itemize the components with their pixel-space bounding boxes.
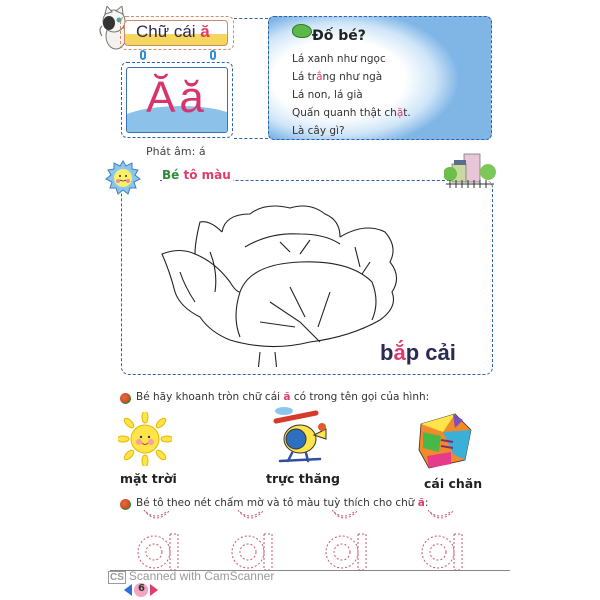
page-number: 6 xyxy=(138,583,145,594)
cabbage-outline-image xyxy=(140,192,410,367)
trace-letter[interactable] xyxy=(226,508,278,578)
dashed-connector xyxy=(234,138,268,139)
letter-title-prefix: Chữ cái xyxy=(136,22,201,41)
cs-logo-icon: CS xyxy=(110,572,124,583)
page-number-badge xyxy=(124,582,164,598)
trace-task-instruction: Bé tô theo nét chấm mờ và tô màu tuỳ thích cho chữ ă: xyxy=(136,497,429,509)
riddle-line: Lá xanh như ngọc xyxy=(292,53,386,65)
letter-title-letter: ă xyxy=(200,22,210,41)
hook-icon xyxy=(140,50,146,60)
coloring-title: Bé tô màu xyxy=(162,168,231,182)
riddle-title: Đố bé? xyxy=(312,28,366,44)
letter-title xyxy=(136,22,210,42)
trace-letter[interactable] xyxy=(416,508,468,578)
blanket-icon[interactable] xyxy=(415,410,475,470)
circle-task-instruction: Bé hãy khoanh tròn chữ cái ă có trong tên gọi của hình: xyxy=(136,391,430,403)
houses-icon xyxy=(444,150,496,190)
pronunciation-text: Phát âm: á xyxy=(146,145,206,158)
bullet-icon xyxy=(120,393,131,404)
sun-face-icon xyxy=(105,160,141,196)
trace-letter[interactable] xyxy=(132,508,184,578)
cabbage-label: bắp cải xyxy=(380,340,456,365)
riddle-line: Lá non, lá già xyxy=(292,89,363,101)
sun-icon[interactable] xyxy=(118,412,172,466)
letter-display: Ăă xyxy=(146,73,208,122)
picture-label: mặt trời xyxy=(120,471,177,486)
riddle-line: Là cây gì? xyxy=(292,125,345,137)
watermark-text: Scanned with CamScanner xyxy=(128,569,275,583)
riddle-line: Lá trắng như ngà xyxy=(292,71,383,83)
trace-letter[interactable] xyxy=(320,508,372,578)
picture-label: cái chăn xyxy=(424,476,483,491)
bullet-icon xyxy=(120,499,131,510)
riddle-line: Quấn quanh thật chặt. xyxy=(292,107,411,119)
bird-icon xyxy=(292,24,312,38)
dashed-connector xyxy=(234,18,268,19)
helicopter-icon[interactable] xyxy=(270,405,330,467)
hook-icon xyxy=(210,50,216,60)
letter-card xyxy=(126,67,228,133)
picture-label: trực thăng xyxy=(266,471,340,486)
